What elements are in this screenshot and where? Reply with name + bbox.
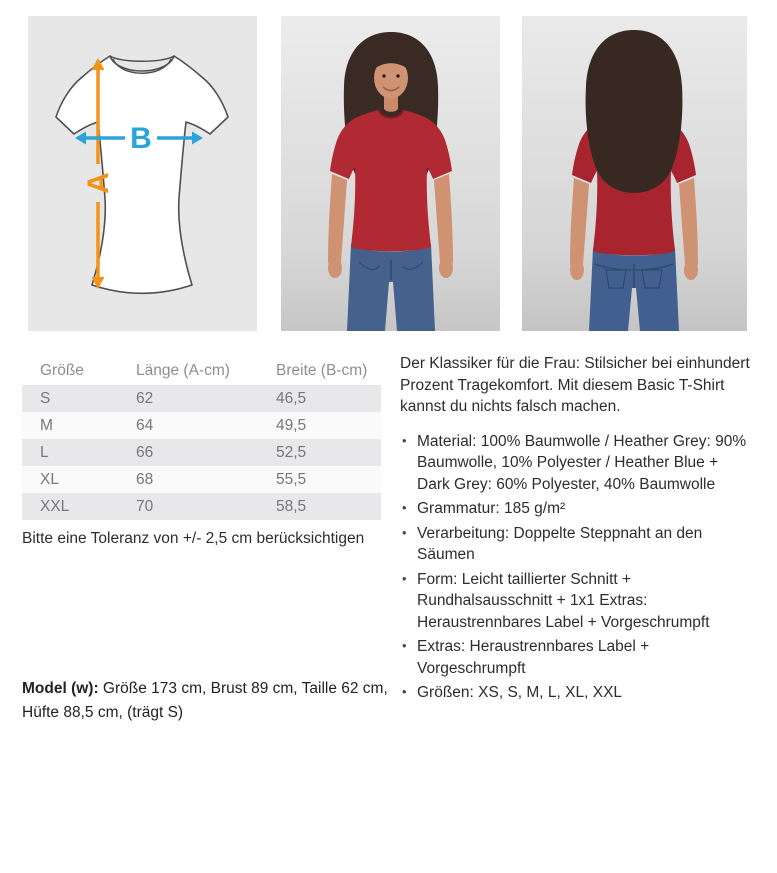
feature-grammatur: • Grammatur: 185 g/m² xyxy=(400,498,753,520)
size-row-xl xyxy=(22,466,381,493)
width-cell: 49,5 xyxy=(276,416,307,434)
size-cell: XXL xyxy=(40,497,70,515)
model-front-illustration xyxy=(281,16,500,331)
size-cell: XL xyxy=(40,470,59,488)
feature-groessen: • Größen: XS, S, M, L, XL, XXL xyxy=(400,682,753,704)
width-cell: 52,5 xyxy=(276,443,307,461)
col-header-length: Länge (A-cm) xyxy=(136,362,230,379)
size-cell: L xyxy=(40,443,49,461)
length-cell: 68 xyxy=(136,470,154,488)
model-back-illustration xyxy=(522,16,747,331)
model-label: Model (w): xyxy=(22,680,99,697)
hair-back xyxy=(586,30,683,193)
length-cell: 66 xyxy=(136,443,154,461)
size-row-l xyxy=(22,439,381,466)
feature-material: • Material: 100% Baumwolle / Heather Grey: 90% Baumwolle, 10% Polyester / Heather Blue + Dark Grey: 60% Polyester, 40% Baumwolle xyxy=(400,431,753,496)
feature-list xyxy=(400,431,753,704)
feature-form: • Form: Leicht taillierter Schnitt + Rundhalsausschnitt + 1x1 Extras: Heraustrennbares Label + Vorgeschrumpft xyxy=(400,569,753,634)
label-b: B xyxy=(130,122,152,155)
size-cell: M xyxy=(40,416,53,434)
tolerance-note: Bitte eine Toleranz von +/- 2,5 cm berücksichtigen xyxy=(22,530,365,547)
length-cell: 70 xyxy=(136,497,154,515)
col-header-width: Breite (B-cm) xyxy=(276,362,368,379)
size-row-xxl xyxy=(22,493,381,520)
width-cell: 58,5 xyxy=(276,497,307,515)
length-cell: 62 xyxy=(136,389,154,407)
size-table-header-row xyxy=(22,357,381,385)
feature-extras: • Extras: Heraustrennbares Label + Vorgeschrumpft xyxy=(400,636,753,679)
width-cell: 55,5 xyxy=(276,470,307,488)
size-row-m xyxy=(22,412,381,439)
model-text: Größe 173 cm, Brust 89 cm, Taille 62 cm, Hüfte 88,5 cm, (trägt S) xyxy=(22,680,388,721)
size-cell: S xyxy=(40,389,51,407)
size-chart-diagram xyxy=(28,16,257,331)
tshirt-measurement-illustration xyxy=(28,16,257,331)
product-description xyxy=(400,353,753,707)
size-row-s xyxy=(22,385,381,412)
model-photo-back xyxy=(522,16,747,331)
label-a: A xyxy=(82,172,115,194)
description-intro: Der Klassiker für die Frau: Stilsicher bei einhundert Prozent Tragekomfort. Mit diesem Basic T-Shirt kannst du nichts falsch machen. xyxy=(400,355,750,415)
feature-verarbeitung: • Verarbeitung: Doppelte Steppnaht an den Säumen xyxy=(400,523,753,566)
col-header-size: Größe xyxy=(40,362,84,379)
length-cell: 64 xyxy=(136,416,154,434)
model-photo-front xyxy=(281,16,500,331)
size-table xyxy=(22,357,381,520)
width-cell: 46,5 xyxy=(276,389,307,407)
model-measurements xyxy=(22,677,400,725)
